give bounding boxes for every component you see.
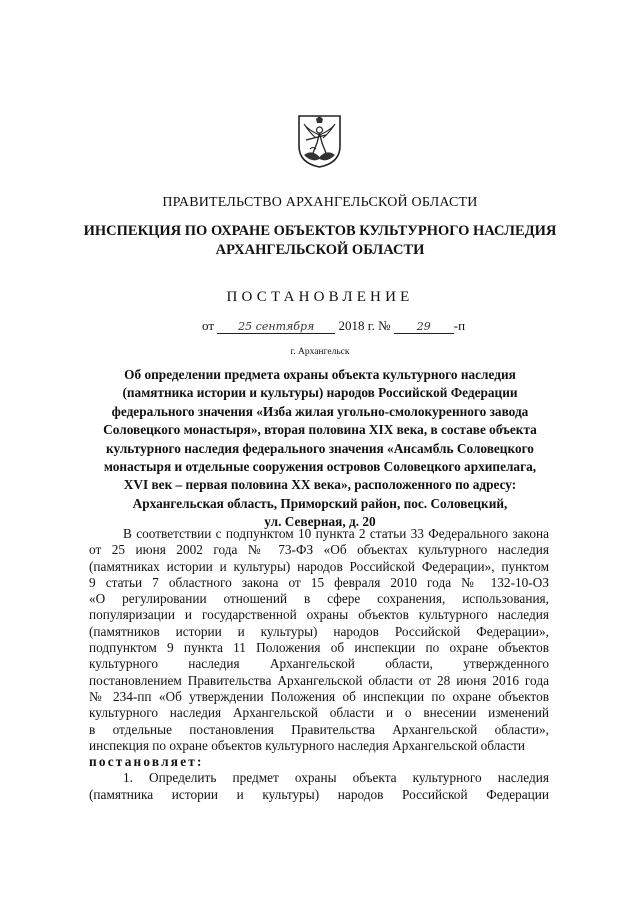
body-line: (памятников истории и культуры) народов Российской Федерации», (89, 623, 549, 639)
resolution-keyword: постановляет: (89, 754, 204, 770)
subject-line: XVI век – первая половина XX века», расположенного по адресу: (123, 477, 517, 493)
document-subject (0, 366, 640, 532)
subject-line: Архангельская область, Приморский район, пос. Соловецкий, (132, 495, 508, 511)
body-line: постановлением Правительства Архангельской области от 28 июня 2016 года (89, 672, 549, 688)
body-line: (памятниках истории и культуры) народов Российской Федерации», пунктом (89, 558, 549, 574)
number-sign: № (378, 318, 391, 333)
body-line: культурного наследия Архангельской области и о внесении изменений (89, 705, 549, 721)
coat-of-arms-emblem-icon (296, 113, 343, 169)
government-name: ПРАВИТЕЛЬСТВО АРХАНГЕЛЬСКОЙ ОБЛАСТИ (162, 195, 478, 210)
document-body (89, 526, 549, 803)
handwritten-number: 29 (394, 320, 454, 334)
date-prefix: от (202, 318, 215, 333)
body-line: в отдельные постановления Правительства Архангельской области», (89, 721, 549, 737)
inspection-name-line: АРХАНГЕЛЬСКОЙ ОБЛАСТИ (215, 242, 425, 258)
subject-line: федерального значения «Изба жилая угольно-смолокуренного завода (111, 403, 529, 419)
document-year: 2018 г. (338, 318, 375, 333)
inspection-name (0, 222, 640, 260)
body-line: популяризации и государственной охраны объектов культурного наследия (89, 607, 549, 623)
subject-line: монастыря и отдельные сооружения островов Соловецкого архипелага, (103, 459, 537, 475)
body-line: подпунктом 9 пункта 11 Положения об инспекции по охране объектов (89, 640, 549, 656)
subject-line: (памятника истории и культуры) народов Российской Федерации (122, 385, 518, 401)
subject-line: Соловецкого монастыря», вторая половина XIX века, в составе объекта (103, 422, 537, 438)
city-name: г. Архангельск (290, 347, 350, 357)
subject-line: культурного наследия федерального значения «Ансамбль Соловецкого (106, 440, 534, 456)
body-line: инспекция по охране объектов культурного наследия Архангельской области (89, 737, 526, 753)
body-line: 1. Определить предмет охраны объекта культурного наследия (123, 770, 549, 786)
date-number-line (202, 318, 465, 334)
body-line: 9 статьи 7 областного закона от 15 февраля 2010 года № 132-10-ОЗ (89, 574, 549, 590)
body-line: от 25 июня 2002 года № 73-ФЗ «Об объектах культурного наследия (89, 542, 549, 558)
body-line: «О регулировании отношений в сфере сохранения, использования, (89, 591, 549, 607)
subject-line: Об определении предмета охраны объекта культурного наследия (124, 367, 516, 382)
number-suffix: -п (453, 318, 466, 333)
body-line: культурного наследия Архангельской области, утвержденного (89, 656, 549, 672)
body-line: (памятника истории и культуры) народов Российской Федерации (89, 786, 549, 802)
body-line: В соответствии с подпунктом 10 пункта 2 статьи 33 Федерального закона (123, 526, 549, 541)
document-type-title: ПОСТАНОВЛЕНИЕ (226, 289, 414, 305)
subject-line: ул. Северная, д. 20 (264, 514, 376, 530)
inspection-name-line: ИНСПЕКЦИЯ ПО ОХРАНЕ ОБЪЕКТОВ КУЛЬТУРНОГО НАСЛЕДИЯ (83, 223, 557, 239)
body-line: № 234-пп «Об утверждении Положения об инспекции по охране объектов (89, 688, 549, 704)
handwritten-date: 25 сентября (217, 320, 335, 334)
